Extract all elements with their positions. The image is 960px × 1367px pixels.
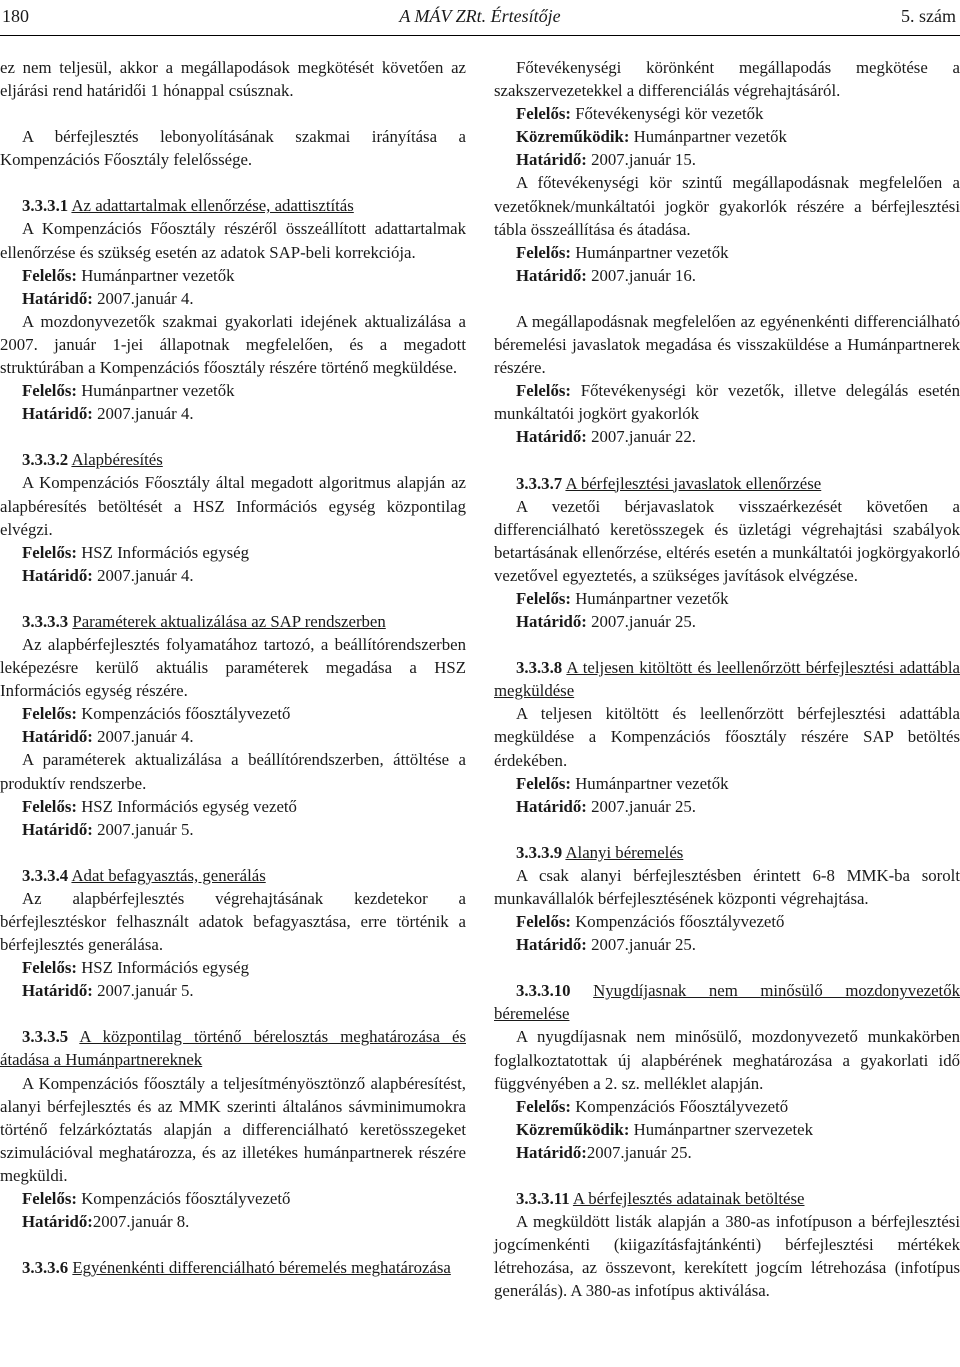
section-number: 3.3.3.10 — [516, 981, 571, 1001]
deadline-label: Határidő: — [516, 612, 587, 632]
deadline-value: 2007.január 15. — [591, 150, 696, 170]
paragraph: A teljesen kitöltött és leellenőrzött bérfejlesztési adattábla megküldése a Kompenzációs főosztály részére SAP betöltés érdekében. — [494, 704, 960, 770]
deadline-label: Határidő: — [516, 265, 587, 285]
responsible-value: Kompenzációs főosztályvezető — [81, 704, 291, 724]
paragraph: Az alapbérfejlesztés végrehajtásának kezdetekor a bérfejlesztéskor felhasznált adatok befagyasztása, erre történik a bérfejlesztés generálása. — [0, 888, 466, 955]
responsible-label: Felelős: — [516, 912, 571, 932]
paragraph: A vezetői bérjavaslatok visszaérkezését követően a differenciálható keretösszegek és üzletági végrehajtási szabályok betartásának ellenőrzése, eltérés esetén a munkáltatói jogkörgyakorló vezetővel egyeztetés, a szükséges javítások elvégzése. — [494, 496, 960, 585]
deadline-label: Határidő: — [516, 935, 587, 955]
section-heading-3-3-3-4 — [0, 864, 466, 887]
responsible-value: Főtevékenységi kör vezetők, illetve delegálás esetén munkáltatói jogkört gyakorlók — [494, 381, 960, 424]
deadline-line — [494, 610, 960, 633]
responsible-label: Felelős: — [516, 242, 571, 262]
responsible-line — [494, 102, 960, 125]
deadline-value: 2007.január 5. — [97, 981, 194, 1001]
left-column — [0, 56, 466, 1279]
paragraph: ez nem teljesül, akkor a megállapodások megkötését követően az eljárási rend határidői 1 hónappal csúsznak. — [0, 58, 466, 101]
responsible-line — [494, 241, 960, 264]
deadline-line — [0, 287, 466, 310]
section-title: Nyugdíjasnak nem minősülő mozdonyvezetők béremelése — [494, 981, 960, 1024]
responsible-value: HSZ Információs egység — [81, 958, 249, 978]
responsible-label: Felelős: — [22, 1189, 77, 1209]
paragraph: A főtevékenységi kör szintű megállapodásnak megfelelően a vezetőknek/munkáltatói jogkör gyakorlók részére a bérfejlesztési tábla összeállítása és átadása. — [494, 173, 960, 239]
deadline-line — [494, 795, 960, 818]
deadline-value: 2007.január 25. — [591, 612, 696, 632]
page-header — [0, 0, 960, 36]
responsible-value: HSZ Információs egység vezető — [81, 796, 297, 816]
section-title: Az adattartalmak ellenőrzése, adattisztítás — [71, 196, 354, 216]
deadline-label: Határidő: — [22, 1212, 93, 1232]
deadline-label: Határidő: — [22, 819, 93, 839]
deadline-value: 2007.január 25. — [586, 1142, 692, 1162]
paragraph: A megküldött listák alapján a 380-as infotípuson a bérfejlesztési jogcímenkénti (kiigazításfajtánkénti) bérfejlesztési mértékek létrehozása, az összevont, kerekített jogcím létrehozása (infotípus generálás). A 380-as infotípus aktiválása. — [494, 1212, 960, 1301]
responsible-value: Humánpartner vezetők — [575, 242, 729, 262]
section-number: 3.3.3.11 — [516, 1189, 570, 1209]
section-heading-3-3-3-2 — [0, 448, 466, 471]
responsible-value: Humánpartner vezetők — [81, 265, 235, 285]
deadline-line — [494, 264, 960, 287]
responsible-line — [0, 1187, 466, 1210]
responsible-label: Felelős: — [22, 542, 77, 562]
section-number: 3.3.3.7 — [516, 473, 563, 493]
section-title: A központilag történő bérelosztás meghatározása és átadása a Humánpartnereknek — [0, 1027, 466, 1070]
right-column — [494, 56, 960, 1303]
deadline-label: Határidő: — [516, 796, 587, 816]
cooperating-label: Közreműködik: — [516, 1119, 630, 1139]
section-number: 3.3.3.8 — [516, 658, 563, 678]
paragraph: A csak alanyi bérfejlesztésben érintett 6-8 MMK-ba sorolt munkavállalók bérfejlesztésének központi végrehajtása. — [494, 865, 960, 908]
section-heading-3-3-3-5 — [0, 1025, 466, 1071]
page-number: 180 — [2, 6, 29, 26]
responsible-value: Főtevékenységi kör vezetők — [575, 104, 764, 124]
section-title: Paraméterek aktualizálása az SAP rendszerben — [72, 611, 386, 631]
deadline-line — [0, 818, 466, 841]
responsible-line — [494, 1095, 960, 1118]
deadline-value: 2007.január 16. — [591, 265, 696, 285]
deadline-line — [494, 1141, 960, 1164]
cooperating-line — [494, 125, 960, 148]
deadline-value: 2007.január 4. — [97, 727, 194, 747]
deadline-label: Határidő: — [516, 1142, 587, 1162]
responsible-line — [494, 587, 960, 610]
cooperating-line — [494, 1118, 960, 1141]
deadline-line — [0, 564, 466, 587]
deadline-label: Határidő: — [516, 150, 587, 170]
section-heading-3-3-3-10 — [494, 979, 960, 1025]
deadline-label: Határidő: — [22, 727, 93, 747]
responsible-value: Humánpartner vezetők — [81, 381, 235, 401]
section-heading-3-3-3-7 — [494, 472, 960, 495]
section-number: 3.3.3.4 — [22, 865, 69, 885]
header-rule — [0, 35, 960, 36]
deadline-line — [494, 425, 960, 448]
section-title: A bérfejlesztési javaslatok ellenőrzése — [565, 473, 822, 493]
section-number: 3.3.3.5 — [22, 1027, 69, 1047]
deadline-value: 2007.január 4. — [97, 565, 194, 585]
deadline-line — [0, 1210, 466, 1233]
paragraph: A Kompenzációs főosztály a teljesítményösztönző alapbéresítést, alanyi bérfejlesztés és az MMK szerinti általános sávminimumokra történő felzárkóztatás alapján a differenciálható keretösszegeket szimulációval meghatározza, és az illetékes humánpartnerek részére megküldi. — [0, 1073, 466, 1185]
section-title: Alapbéresítés — [71, 450, 163, 470]
deadline-label: Határidő: — [22, 981, 93, 1001]
responsible-label: Felelős: — [516, 1096, 571, 1116]
deadline-line — [494, 933, 960, 956]
paragraph: A mozdonyvezetők szakmai gyakorlati idejének aktualizálása a 2007. január 1-jei állapotnak megfelelően, és a megadott struktúrában a Kompenzációs főosztály részére történő megküldése. — [0, 311, 466, 378]
responsible-label: Felelős: — [22, 958, 77, 978]
responsible-value: Humánpartner vezetők — [575, 588, 729, 608]
deadline-label: Határidő: — [516, 427, 587, 447]
paragraph: Az alapbérfejlesztés folyamatához tartozó, a beállítórendszerben leképezésre kerülő aktuális paraméterek megadása a HSZ Információs egység részére. — [0, 634, 466, 701]
section-heading-3-3-3-6 — [0, 1256, 466, 1279]
section-heading-3-3-3-1 — [0, 194, 466, 217]
responsible-value: HSZ Információs egység — [81, 542, 249, 562]
responsible-line — [0, 956, 466, 979]
deadline-line — [0, 979, 466, 1002]
paragraph: Főtevékenységi körönként megállapodás megkötése a szakszervezetekkel a differenciálás végrehajtásáról. — [494, 58, 960, 101]
section-heading-3-3-3-8 — [494, 656, 960, 702]
responsible-label: Felelős: — [22, 796, 77, 816]
responsible-line — [0, 379, 466, 402]
deadline-line — [494, 148, 960, 171]
responsible-label: Felelős: — [516, 588, 571, 608]
paragraph: A bérfejlesztés lebonyolításának szakmai irányítása a Kompenzációs Főosztály felelőssége. — [0, 127, 466, 170]
responsible-value: Kompenzációs főosztályvezető — [575, 912, 785, 932]
responsible-line — [0, 541, 466, 564]
deadline-label: Határidő: — [22, 404, 93, 424]
deadline-label: Határidő: — [22, 565, 93, 585]
section-title: A bérfejlesztés adatainak betöltése — [572, 1189, 805, 1209]
paragraph: A paraméterek aktualizálása a beállítórendszerben, áttöltése a produktív rendszerbe. — [0, 750, 466, 793]
section-title: Adat befagyasztás, generálás — [71, 865, 266, 885]
cooperating-value: Humánpartner szervezetek — [633, 1119, 814, 1139]
issue-number: 5. szám — [901, 6, 956, 26]
responsible-value: Kompenzációs Főosztályvezető — [575, 1096, 789, 1116]
responsible-line — [494, 910, 960, 933]
responsible-label: Felelős: — [22, 704, 77, 724]
paragraph: A nyugdíjasnak nem minősülő, mozdonyvezető munkakörben foglalkoztatottak új alapbérének meghatározása a gyakorlati idő függvényében a 2. sz. melléklet alapján. — [494, 1027, 960, 1093]
responsible-line — [0, 264, 466, 287]
deadline-line — [0, 725, 466, 748]
responsible-line — [494, 379, 960, 425]
section-number: 3.3.3.1 — [22, 196, 69, 216]
deadline-value: 2007.január 25. — [591, 935, 696, 955]
section-number: 3.3.3.6 — [22, 1258, 69, 1278]
paragraph: A megállapodásnak megfelelően az egyénenkénti differenciálható béremelési javaslatok megadása és visszaküldése a Humánpartnerek részére. — [494, 311, 960, 378]
deadline-value: 2007.január 25. — [591, 796, 696, 816]
deadline-label: Határidő: — [22, 288, 93, 308]
responsible-line — [0, 795, 466, 818]
deadline-value: 2007.január 4. — [97, 288, 194, 308]
responsible-value: Humánpartner vezetők — [575, 773, 729, 793]
responsible-label: Felelős: — [22, 381, 77, 401]
section-heading-3-3-3-3 — [0, 610, 466, 633]
deadline-value: 2007.január 8. — [92, 1212, 190, 1232]
cooperating-value: Humánpartner vezetők — [633, 127, 787, 147]
section-title: A teljesen kitöltött és leellenőrzött bérfejlesztési adattábla megküldése — [494, 658, 960, 701]
section-number: 3.3.3.3 — [22, 611, 69, 631]
section-heading-3-3-3-11 — [494, 1187, 960, 1210]
responsible-label: Felelős: — [22, 265, 77, 285]
deadline-value: 2007.január 5. — [97, 819, 194, 839]
journal-title: A MÁV ZRt. Értesítője — [399, 6, 561, 26]
section-title: Alanyi béremelés — [565, 842, 684, 862]
responsible-label: Felelős: — [516, 773, 571, 793]
responsible-value: Kompenzációs főosztályvezető — [81, 1189, 291, 1209]
responsible-line — [494, 772, 960, 795]
section-number: 3.3.3.9 — [516, 842, 563, 862]
section-heading-3-3-3-9 — [494, 841, 960, 864]
responsible-label: Felelős: — [516, 381, 571, 401]
paragraph: A Kompenzációs Főosztály által megadott algoritmus alapján az alapbéresítés betöltését a HSZ Információs egység központilag elvégzi. — [0, 473, 466, 539]
deadline-value: 2007.január 22. — [591, 427, 696, 447]
deadline-line — [0, 402, 466, 425]
cooperating-label: Közreműködik: — [516, 127, 630, 147]
paragraph: A Kompenzációs Főosztály részéről összeállított adattartalmak ellenőrzése és szükség esetén az adatok SAP-beli korrekciója. — [0, 219, 466, 262]
responsible-label: Felelős: — [516, 104, 571, 124]
section-title: Egyénenkénti differenciálható béremelés meghatározása — [72, 1258, 451, 1278]
responsible-line — [0, 702, 466, 725]
section-number: 3.3.3.2 — [22, 450, 69, 470]
deadline-value: 2007.január 4. — [97, 404, 194, 424]
